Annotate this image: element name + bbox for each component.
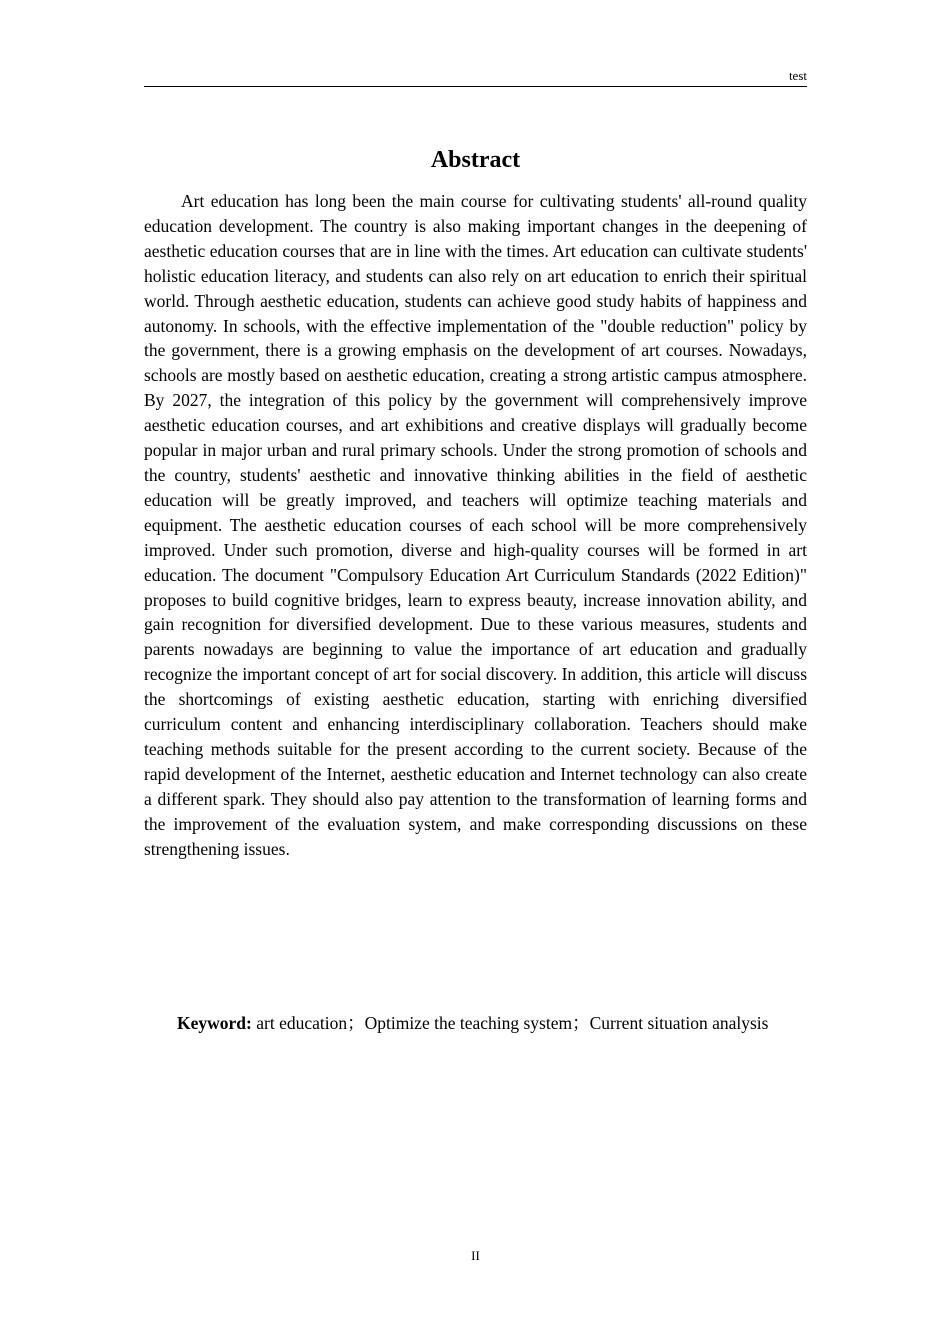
keywords-paragraph [144,1011,807,1036]
abstract-body: Art education has long been the main course for cultivating students' all-round quality education development. The country is also making important changes in the deepening of aesthetic education courses that are in line with the times. Art education can cultivate students' holistic education literacy, and students can also rely on art education to enrich their spiritual world. Through aesthetic education, students can achieve good study habits of happiness and autonomy. In schools, with the effective implementation of the "double reduction" policy by the government, there is a growing emphasis on the development of art courses. Nowadays, schools are mostly based on aesthetic education, creating a strong artistic campus atmosphere. By 2027, the integration of this policy by the government will comprehensively improve aesthetic education courses, and art exhibitions and creative displays will gradually become popular in major urban and rural primary schools. Under the strong promotion of schools and the country, students' aesthetic and innovative thinking abilities in the field of aesthetic education will be greatly improved, and teachers will optimize teaching materials and equipment. The aesthetic education courses of each school will be more comprehensively improved. Under such promotion, diverse and high-quality courses will be formed in art education. The document "Compulsory Education Art Curriculum Standards (2022 Edition)" proposes to build cognitive bridges, learn to express beauty, increase innovation ability, and gain recognition for diversified development. Due to these various measures, students and parents nowadays are beginning to value the importance of art education and gradually recognize the important concept of art for social discovery. In addition, this article will discuss the shortcomings of existing aesthetic education, starting with enriching diversified curriculum content and enhancing interdisciplinary collaboration. Teachers should make teaching methods suitable for the present according to the current society. Because of the rapid development of the Internet, aesthetic education and Internet technology can also create a different spark. They should also pay attention to the transformation of learning forms and the improvement of the evaluation system, and make corresponding discussions on these strengthening issues. [144,191,807,859]
keywords-label: Keyword: [177,1013,252,1033]
page-number: II [471,1248,480,1263]
abstract-title: Abstract [430,147,521,173]
running-header: test [788,68,807,83]
keywords-text: art education；Optimize the teaching system；Current situation analysis [251,1013,769,1033]
header-rule [144,86,807,87]
